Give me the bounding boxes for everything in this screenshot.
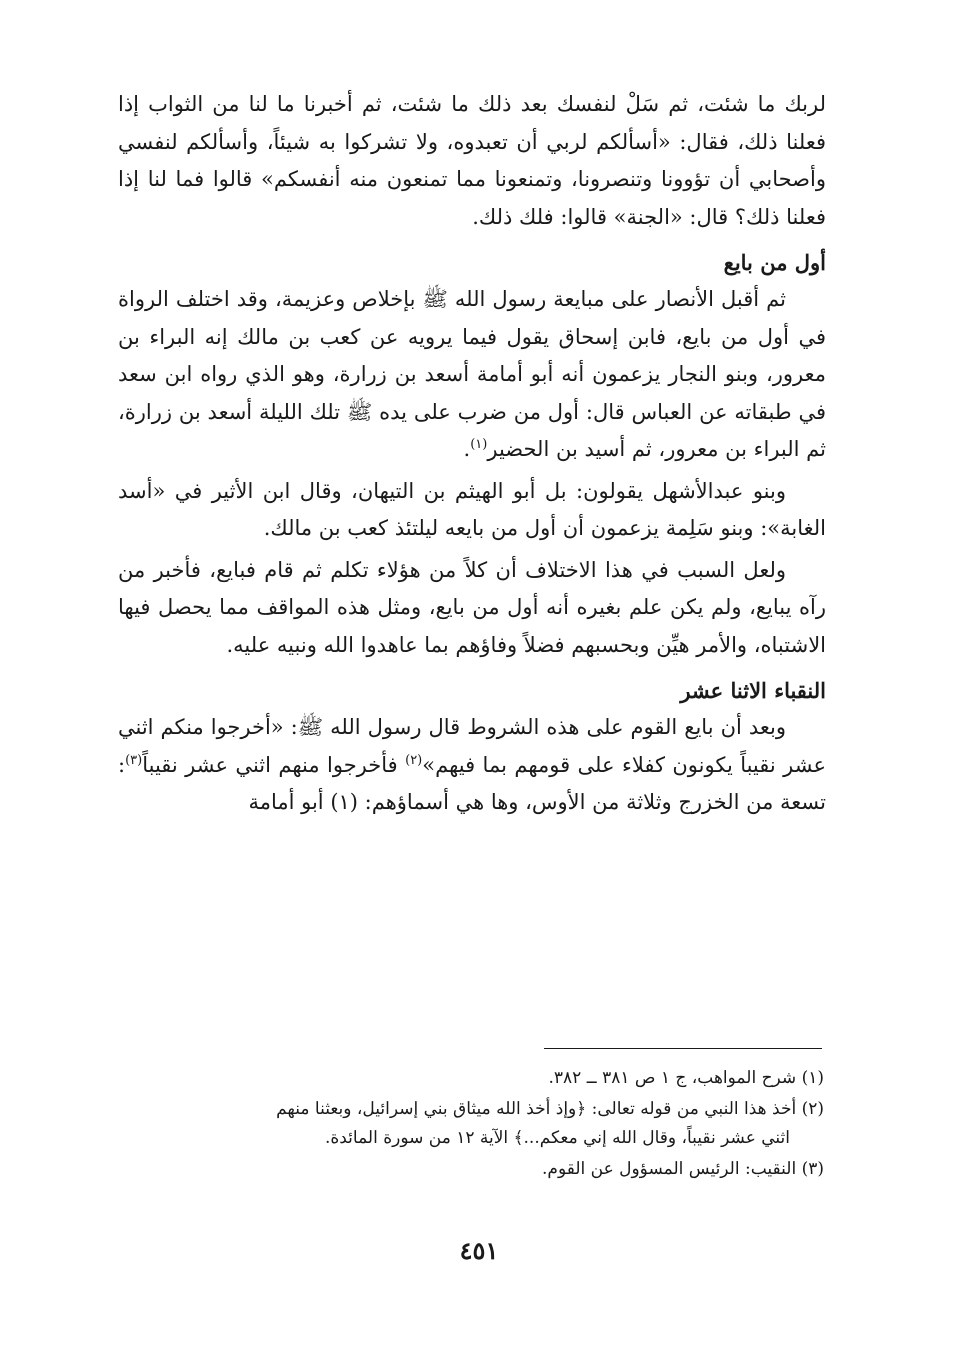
footnote-1 [118, 1064, 824, 1093]
paragraph-abdulashhal: وبنو عبدالأشهل يقولون: بل أبو الهيثم بن التيهان، وقال ابن الأثير في «أسد الغابة»: وبنو سَلِمة يزعمون أن أول من بايعه ليلتئذ كعب بن مالك. [118, 478, 826, 540]
intro-paragraph: لربك ما شئت، ثم سَلْ لنفسك بعد ذلك ما شئت، ثم أخبرنا ما لنا من الثواب إذا فعلنا ذلك، فقال: «أسألكم لربي أن تعبدوه، ولا تشركوا به شيئاً، وأسألكم لنفسي وأصحابي أن تؤوونا وتنصرونا، وتمنعونا مما تمنعون منه أنفسكم» قالوا فما لنا إذا فعلنا ذلك؟ قال: «الجنة» قالوا: فلك ذلك. [118, 92, 826, 229]
section-heading-twelve-leaders: النقباء الاثنا عشر [680, 678, 826, 703]
paragraph-text: ثم أقبل الأنصار على مبايعة رسول الله ﷺ بإخلاص وعزيمة، وقد اختلف الرواة في أول من بايع، فابن إسحاق يقول فيما يرويه عن كعب بن مالك إنه البراء بن معرور، وبنو النجار يزعمون أنه أبو أمامة أسعد بن زرارة، وهو الذي رواه ابن سعد في طبقاته عن العباس قال: أول من ضرب على يده ﷺ تلك الليلة أسعد بن زرارة، ثم البراء بن معرور، ثم أسيد بن الحضير [118, 287, 826, 461]
page-body [118, 86, 826, 822]
footnotes [118, 1064, 824, 1186]
footnote-number: (٣) [801, 1159, 824, 1179]
footnote-separator [544, 1048, 822, 1049]
footnote-3 [118, 1155, 824, 1184]
paragraph-text: : تسعة من الخزرج وثلاثة من الأوس، وها هي أسماؤهم: (١) أبو أمامة [118, 752, 826, 814]
footnote-text-continued: اثني عشر نقيباً، وقال الله إني معكم...﴾ الآية ١٢ من سورة المائدة. [324, 1128, 790, 1148]
footnote-ref-1[interactable]: (١) [470, 437, 488, 452]
paragraph-text: وبعد أن بايع القوم على هذه الشروط قال رسول الله ﷺ: «أخرجوا منكم اثني عشر نقيباً يكونون كفلاء على قومهم بما فيهم» [118, 715, 826, 777]
paragraph-text: فأخرجوا منهم اثني عشر نقيباً [142, 752, 406, 777]
footnote-number: (٢) [801, 1099, 824, 1119]
page-number: ٤٥١ [459, 1236, 499, 1265]
footnote-text: شرح المواهب، ج ١ ص ٣٨١ ــ ٣٨٢. [548, 1068, 797, 1088]
paragraph-first-pledge [118, 281, 826, 469]
paragraph-twelve-leaders [118, 709, 826, 822]
paragraph-reason: ولعل السبب في هذا الاختلاف أن كلاً من هؤلاء تكلم ثم قام فبايع، فأخبر من رآه يبايع، ولم يكن علم بغيره أنه أول من بايع، ومثل هذه المواقف مما يحصل فيها الاشتباه، والأمر هيِّن وبحسبهم فضلاً وفاؤهم بما عاهدوا الله ونبيه عليه. [118, 557, 826, 657]
paragraph-end: . [463, 437, 471, 461]
footnote-ref-2[interactable]: (٢) [405, 752, 423, 768]
footnote-text: أخذ هذا النبي من قوله تعالى: ﴿وإذ أخذ الله ميثاق بني إسرائيل، وبعثنا منهم [276, 1099, 797, 1119]
section-heading-first-pledge: أول من بايع [723, 250, 826, 275]
footnote-number: (١) [801, 1068, 824, 1088]
footnote-ref-3[interactable]: (٣) [125, 752, 143, 768]
footnote-text: النقيب: الرئيس المسؤول عن القوم. [542, 1159, 797, 1179]
footnote-2 [118, 1095, 824, 1153]
